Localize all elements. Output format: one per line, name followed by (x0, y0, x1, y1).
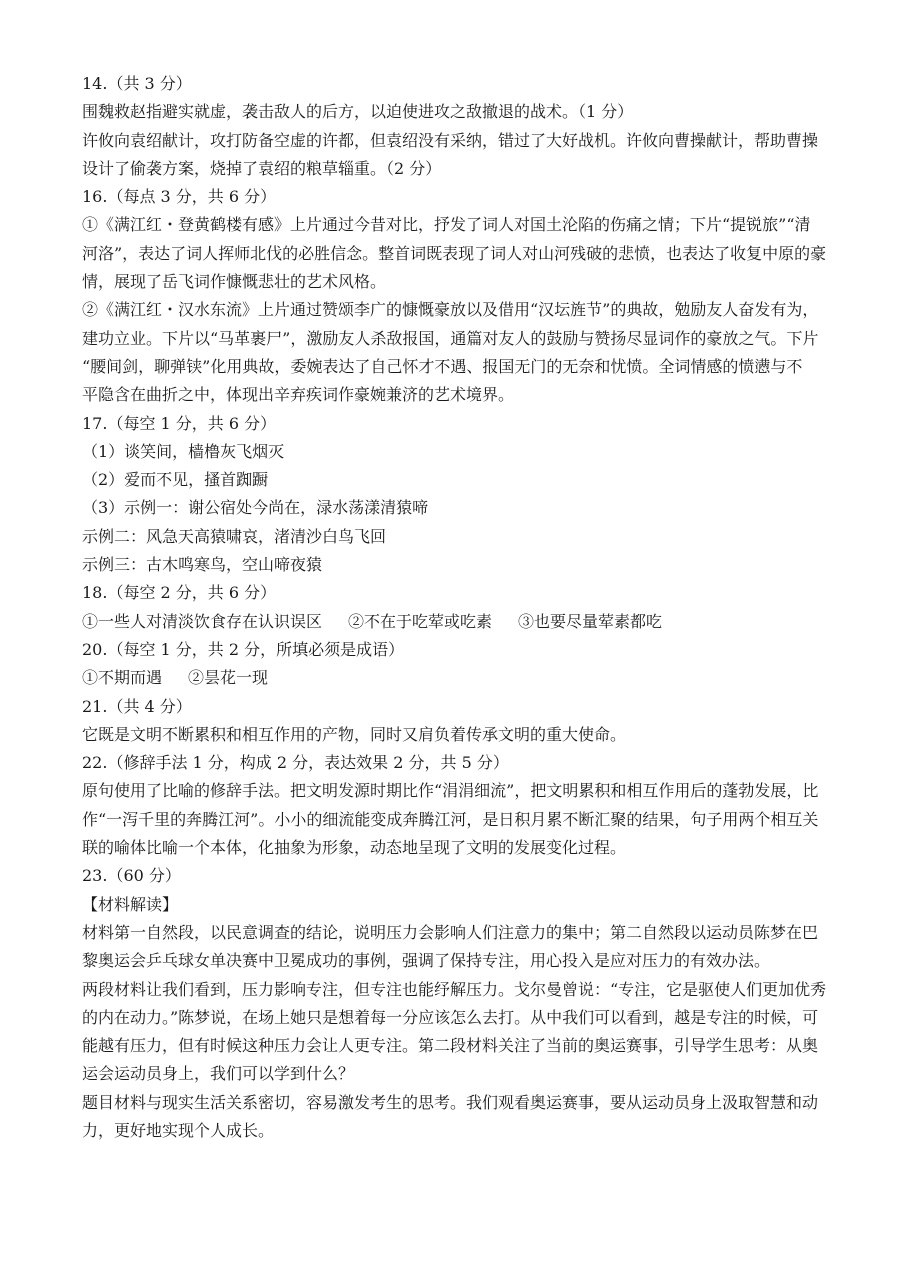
q20-item: ①不期而遇 (82, 668, 163, 688)
q23-answer-line: 的内在动力。”陈梦说，在场上她只是想着每一分应该怎么去打。从中我们可以看到，越是专注的时候，可 (82, 1007, 819, 1027)
q14-answer-line: 围魏救赵指避实就虚，袭击敌人的后方，以迫使进攻之敌撤退的战术。（1 分） (82, 102, 634, 122)
answer-document (82, 70, 827, 1145)
q20-item: ②昙花一现 (188, 668, 269, 688)
q23-answer-line: 能越有压力，但有时候这种压力会让人更专注。第二段材料关注了当前的奥运赛事，引导学生思考：从奥 (82, 1036, 819, 1056)
q20-answer-line (82, 664, 822, 692)
q22-answer-line: 作“一泻千里的奔腾江河”。小小的细流能变成奔腾江河，是日积月累不断汇聚的结果，句子用两个相互关 (82, 809, 819, 829)
q23-answer-line: 两段材料让我们看到，压力影响专注，但专注也能纾解压力。戈尔曼曾说：“专注，它是驱使人们更加优秀 (82, 979, 827, 999)
q23-answer-line: 力，更好地实现个人成长。 (82, 1120, 275, 1140)
q14-heading: 14.（共 3 分） (82, 74, 192, 93)
q23-answer-line: 运会运动员身上，我们可以学到什么？ (82, 1064, 355, 1084)
q16-answer-line: 河洛”，表达了词人挥师北伐的必胜信念。整首词既表现了词人对山河残破的悲愤，也表达了收复中原的豪 (82, 243, 827, 263)
q21-answer-line: 它既是文明不断累积和相互作用的产物，同时又肩负着传承文明的重大使命。 (82, 724, 627, 744)
q18-item: ②不在于吃荤或吃素 (348, 611, 493, 631)
q22-answer-line: 原句使用了比喻的修辞手法。把文明发源时期比作“涓涓细流”，把文明累积和相互作用后的蓬勃发展，比 (82, 781, 819, 801)
q22-answer-line: 联的喻体比喻一个本体，化抽象为形象，动态地呈现了文明的发展变化过程。 (82, 838, 627, 858)
q23-answer-line: 黎奥运会乒乓球女单决赛中卫冕成功的事例，强调了保持专注，用心投入是应对压力的有效办法。 (82, 951, 771, 971)
q23-answer-line: 题目材料与现实生活关系密切，容易激发考生的思考。我们观看奥运赛事，要从运动员身上汲取智慧和动 (82, 1092, 819, 1112)
q17-answer-line: （1）谈笑间，樯橹灰飞烟灭 (82, 441, 285, 461)
q18-item: ③也要尽量荤素都吃 (518, 611, 663, 631)
q17-answer-line: 示例三：古木鸣寒鸟，空山啼夜猿 (82, 555, 323, 575)
q17-answer-line: （3）示例一：谢公宿处今尚在，渌水荡漾清猿啼 (82, 498, 429, 518)
q17-heading: 17.（每空 1 分，共 6 分） (82, 413, 277, 433)
q14-answer-line: 许攸向袁绍献计，攻打防备空虚的许都，但袁绍没有采纳，错过了大好战机。许攸向曹操献计，帮助曹操 (82, 130, 819, 150)
q18-answer-line (82, 608, 822, 636)
q16-heading: 16.（每点 3 分，共 6 分） (82, 187, 277, 207)
q17-answer-line: （2）爱而不见，搔首踟蹰 (82, 470, 269, 490)
q16-answer-line: 情，展现了岳飞词作慷慨悲壮的艺术风格。 (82, 272, 387, 292)
q23-heading: 23.（60 分） (82, 866, 181, 886)
q18-heading: 18.（每空 2 分，共 6 分） (82, 583, 277, 603)
q22-heading: 22.（修辞手法 1 分，构成 2 分，表达效果 2 分，共 5 分） (82, 753, 509, 773)
q16-answer-line: ②《满江红・汉水东流》上片通过赞颂李广的慷慨豪放以及借用“汉坛旌节”的典故，勉励友人奋发有为， (82, 300, 819, 320)
q21-heading: 21.（共 4 分） (82, 696, 192, 716)
q16-answer-line: “腰间剑，聊弹铗”化用典故，委婉表达了自己怀才不遇、报国无门的无奈和忧愤。全词情感的愤懑与不 (82, 356, 803, 376)
q23-answer-line: 材料第一自然段，以民意调查的结论，说明压力会影响人们注意力的集中；第二自然段以运动员陈梦在巴 (82, 922, 819, 942)
q16-answer-line: 建功立业。下片以“马革裹尸”，激励友人杀敌报国，通篇对友人的鼓励与赞扬尽显词作的豪放之气。下片 (82, 328, 819, 348)
q16-answer-line: ①《满江红・登黄鹤楼有感》上片通过今昔对比，抒发了词人对国土沦陷的伤痛之情；下片“提锐旅”“清 (82, 215, 811, 235)
q20-heading: 20.（每空 1 分，共 2 分，所填必须是成语） (82, 639, 405, 659)
q14-answer-line: 设计了偷袭方案，烧掉了袁绍的粮草辎重。（2 分） (82, 158, 442, 178)
q17-answer-line: 示例二：风急天高猿啸哀，渚清沙白鸟飞回 (82, 526, 387, 546)
material-analysis-title: 【材料解读】 (82, 894, 179, 914)
q16-answer-line: 平隐含在曲折之中，体现出辛弃疾词作豪婉兼济的艺术境界。 (82, 385, 515, 405)
q18-item: ①一些人对清淡饮食存在认识误区 (82, 611, 323, 631)
